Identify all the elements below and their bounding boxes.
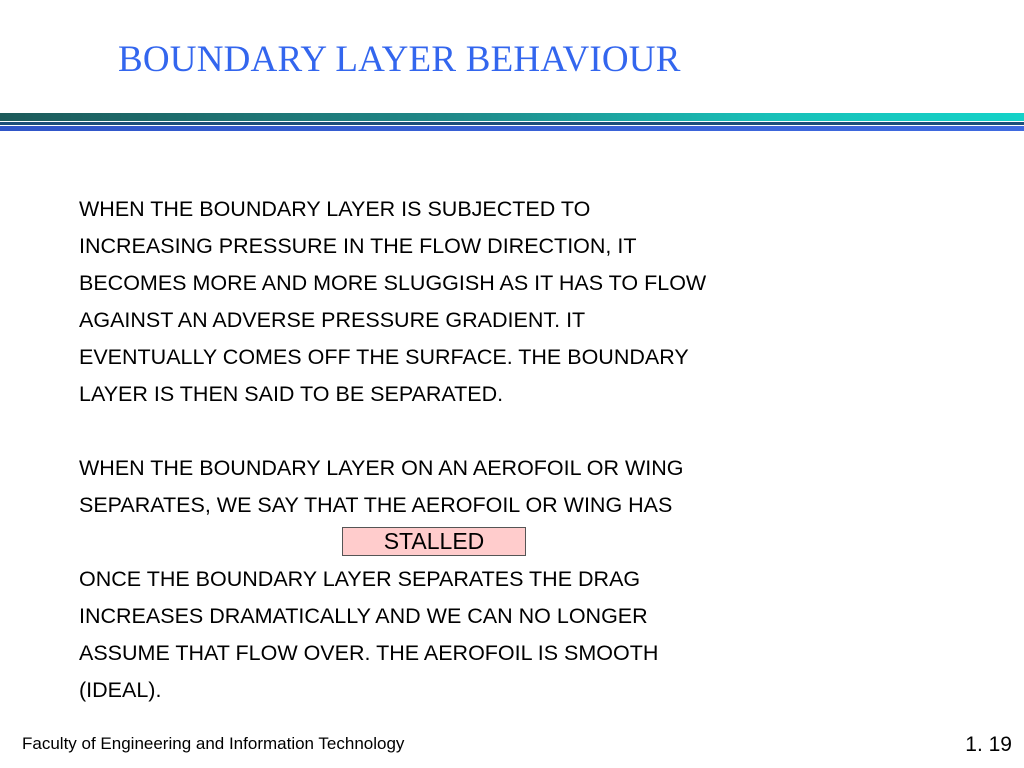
text-line: LAYER IS THEN SAID TO BE SEPARATED. — [79, 382, 504, 406]
paragraph-separation — [79, 191, 879, 413]
slide-body — [79, 191, 879, 709]
paragraph-drag — [79, 561, 879, 709]
stalled-highlight-box: STALLED — [342, 527, 526, 556]
text-line: AGAINST AN ADVERSE PRESSURE GRADIENT. IT — [79, 308, 586, 332]
text-line: WHEN THE BOUNDARY LAYER ON AN AEROFOIL OR WING — [79, 456, 684, 480]
text-line: ASSUME THAT FLOW OVER. THE AEROFOIL IS SMOOTH — [79, 641, 659, 665]
title-divider-middle — [0, 122, 1024, 125]
title-divider-top — [0, 113, 1024, 121]
text-line: INCREASES DRAMATICALLY AND WE CAN NO LONGER — [79, 604, 648, 628]
text-line: EVENTUALLY COMES OFF THE SURFACE. THE BOUNDARY — [79, 345, 689, 369]
text-line: INCREASING PRESSURE IN THE FLOW DIRECTION, IT — [79, 234, 637, 258]
footer-institution: Faculty of Engineering and Information Technology — [22, 734, 405, 753]
slide-title: BOUNDARY LAYER BEHAVIOUR — [118, 39, 681, 80]
paragraph-gap — [79, 413, 879, 450]
title-divider-bottom — [0, 126, 1024, 131]
text-line: BECOMES MORE AND MORE SLUGGISH AS IT HAS TO FLOW — [79, 271, 707, 295]
footer-page-number: 1. 19 — [965, 733, 1012, 756]
text-line: WHEN THE BOUNDARY LAYER IS SUBJECTED TO — [79, 197, 591, 221]
paragraph-stall — [79, 450, 879, 524]
text-line: ONCE THE BOUNDARY LAYER SEPARATES THE DRAG — [79, 567, 641, 591]
text-line: (IDEAL). — [79, 678, 162, 702]
stalled-row — [79, 524, 879, 561]
text-line: SEPARATES, WE SAY THAT THE AEROFOIL OR WING HAS — [79, 493, 673, 517]
